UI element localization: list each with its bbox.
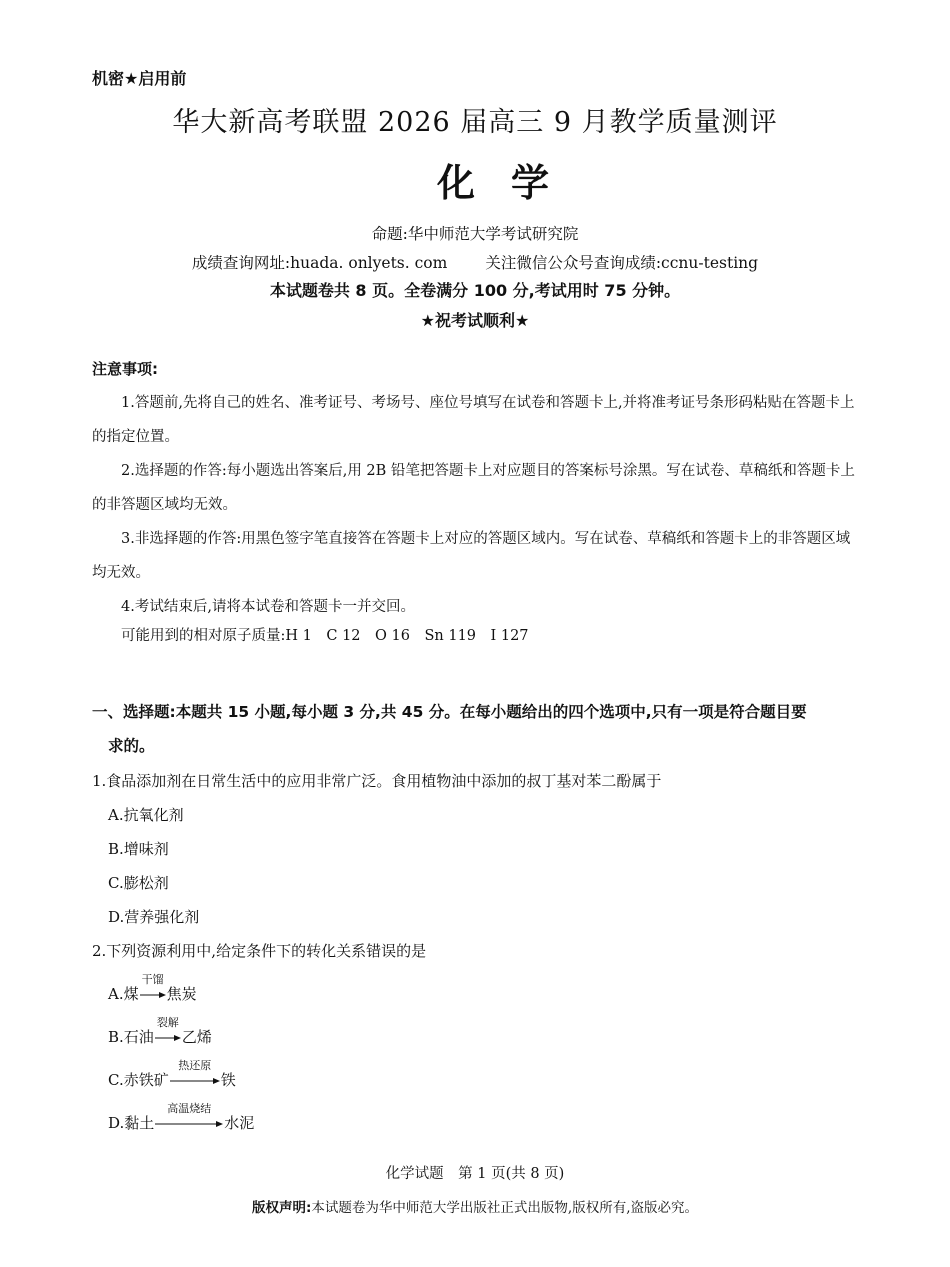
reaction-arrow: 高温烧结: [155, 1114, 223, 1132]
notice-item: 2.选择题的作答:每小题选出答案后,用 2B 铅笔把答题卡上对应题目的答案标号涂黑。写在试卷、草稿纸和答题卡上的非答题区域均无效。: [92, 463, 855, 513]
question-1-option-c: C.膨松剂: [108, 874, 169, 892]
copyright-notice: [0, 1196, 950, 1216]
confidential-label: 机密★启用前: [92, 69, 187, 88]
reaction-arrow: 裂解: [155, 1028, 181, 1046]
reaction-arrow: 热还原: [170, 1071, 220, 1089]
question-2-stem: 2.下列资源利用中,给定条件下的转化关系错误的是: [92, 942, 427, 960]
question-1-option-b: B.增味剂: [108, 840, 169, 858]
copyright-text: 本试题卷为华中师范大学出版社正式出版物,版权所有,盗版必究。: [311, 1200, 698, 1216]
question-1-stem: 1.食品添加剂在日常生活中的应用非常广泛。食用植物油中添加的叔丁基对苯二酚属于: [92, 772, 662, 790]
question-2-option-a: A.煤 干馏 焦炭: [108, 973, 197, 1003]
section-title: 一、选择题:本题共 15 小题,每小题 3 分,共 45 分。在每小题给出的四个选项中,只有一项是符合题目要 求的。: [92, 703, 807, 755]
question-1-option-d: D.营养强化剂: [108, 908, 200, 926]
atomic-mass-info: 可能用到的相对原子质量:H 1 C 12 O 16 Sn 119 I 127: [121, 628, 529, 644]
score-website: 成绩查询网址:huada. onlyets. com: [191, 254, 448, 272]
notice-title: 注意事项:: [92, 360, 158, 378]
exam-author: 命题:华中师范大学考试研究院: [371, 225, 579, 243]
notice-item: 1.答题前,先将自己的姓名、准考证号、考场号、座位号填写在试卷和答题卡上,并将准考证号条形码粘贴在答题卡上的指定位置。: [92, 395, 855, 445]
wechat-info: 关注微信公众号查询成绩:ccnu-testing: [485, 254, 759, 272]
good-luck-wish: ★祝考试顺利★: [420, 311, 530, 330]
reaction-arrow: 干馏: [140, 985, 166, 1003]
question-2-option-d: D.黏土 高温烧结 水泥: [108, 1102, 255, 1132]
notice-item: 4.考试结束后,请将本试卷和答题卡一并交回。: [121, 599, 415, 615]
exam-title: 华大新高考联盟 2026 届高三 9 月教学质量测评: [172, 107, 778, 138]
question-2-option-b: B.石油 裂解 乙烯: [108, 1016, 212, 1046]
notice-item: 3.非选择题的作答:用黑色签字笔直接答在答题卡上对应的答题区域内。写在试卷、草稿纸和答题卡上的非答题区域均无效。: [92, 531, 851, 581]
question-2-option-c: C.赤铁矿 热还原 铁: [108, 1059, 236, 1089]
question-1-option-a: A.抗氧化剂: [108, 806, 184, 824]
page-footer: 化学试题 第 1 页(共 8 页): [385, 1166, 565, 1182]
exam-info: 本试题卷共 8 页。全卷满分 100 分,考试用时 75 分钟。: [269, 281, 681, 300]
copyright-label: 版权声明:: [252, 1200, 312, 1216]
subject-title: 化学: [436, 161, 585, 205]
score-info-line: [0, 251, 950, 273]
